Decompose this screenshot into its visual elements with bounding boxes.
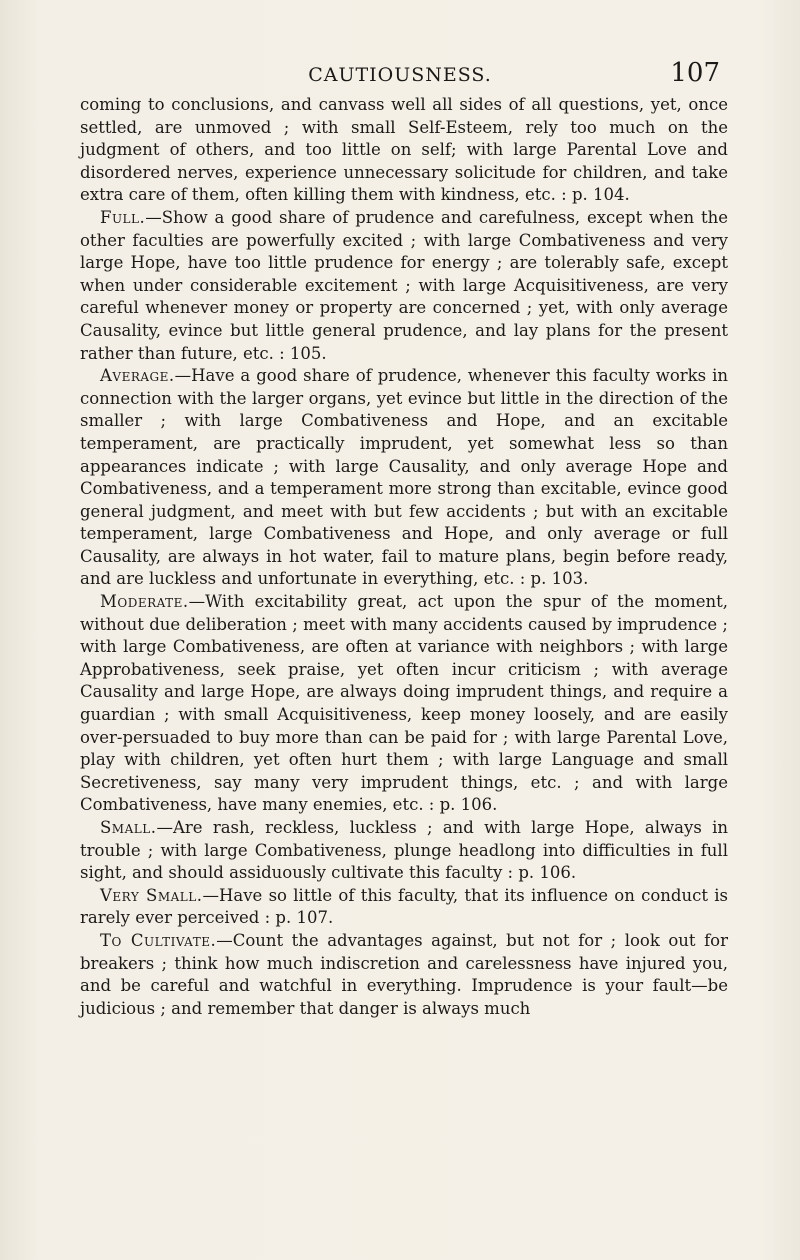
paragraph-to-cultivate (80, 930, 728, 1020)
paragraph-small (80, 817, 728, 885)
paragraph-lead: Very Small. (100, 885, 203, 905)
paragraph-moderate (80, 591, 728, 817)
paragraph-text: —Count the advantages against, but not for ; look out for breakers ; think how much indiscretion and carelessness have injured you, and be careful and watchful in everything. Imprudence is your fault—be judicious ; and remember that danger is always much (80, 930, 728, 1018)
page-number: 107 (670, 58, 720, 88)
paragraph-lead: Full. (100, 207, 146, 227)
paragraph-lead: Small. (100, 818, 157, 837)
paragraph-full (80, 207, 728, 365)
paragraph-lead: Moderate. (100, 592, 189, 612)
paragraph-text: —With excitability great, act upon the spur of the moment, without due deliberation ; meet with many accidents caused by imprudence ; with large Combativeness, are often at variance with neighbors ; with large Approbativeness, seek praise, yet often incur criticism ; with average Causality and large Hope, are always doing imprudent things, and require a guardian ; with small Acquisitiveness, keep money loosely, and are easily over-persuaded to buy more than can be paid for ; with large Parental Love, play with children, yet often hurt them ; with large Language and small Secretiveness, say many very imprudent things, etc. ; and with large Combativeness, have many enemies, etc. : p. 106. (80, 592, 728, 815)
paragraph-very-small (80, 885, 728, 930)
paragraph-continuation (80, 94, 728, 207)
paragraph-text: —Show a good share of prudence and carefulness, except when the other faculties are powerfully excited ; with large Combativeness and very large Hope, have too little prudence for energy ; are tolerably safe, except when under considerable excitement ; with large Acquisitiveness, are very careful whenever money or property are concerned ; yet, with only average Causality, evince but little general prudence, and lay plans for the present rather than future, etc. : 105. (80, 207, 728, 363)
body-text (80, 94, 728, 1020)
running-title: CAUTIOUSNESS. (308, 64, 492, 86)
paragraph-lead: To Cultivate. (100, 930, 217, 950)
paragraph-average (80, 365, 728, 591)
paragraph-text: coming to conclusions, and canvass well all sides of all questions, yet, once settled, are unmoved ; with small Self-Esteem, rely too much on the judgment of others, and too little on self; with large Parental Love and disordered nerves, experience unnecessary solicitude for children, and take extra care of them, often killing them with kindness, etc. : p. 104. (80, 95, 728, 205)
paragraph-text: —Have a good share of prudence, whenever this faculty works in connection with the larger organs, yet evince but little in the direction of the smaller ; with large Combativeness and Hope, and an excitable temperament, are practically imprudent, yet somewhat less so than appearances indicate ; with large Causality, and only average Hope and Combativeness, and a temperament more strong than excitable, evince good general judgment, and meet with but few accidents ; but with an excitable temperament, large Combativeness and Hope, and only average or full Causality, are always in hot water, fail to mature plans, begin before ready, and are luckless and unfortunate in everything, etc. : p. 103. (80, 366, 728, 589)
paragraph-lead: Average. (100, 366, 175, 386)
paragraph-text: —Have so little of this faculty, that its influence on conduct is rarely ever perceived : p. 107. (80, 885, 728, 928)
paragraph-text: —Are rash, reckless, luckless ; and with large Hope, always in trouble ; with large Combativeness, plunge headlong into difficulties in full sight, and should assiduously cultivate this faculty : p. 106. (80, 818, 728, 883)
page-header (80, 58, 720, 90)
